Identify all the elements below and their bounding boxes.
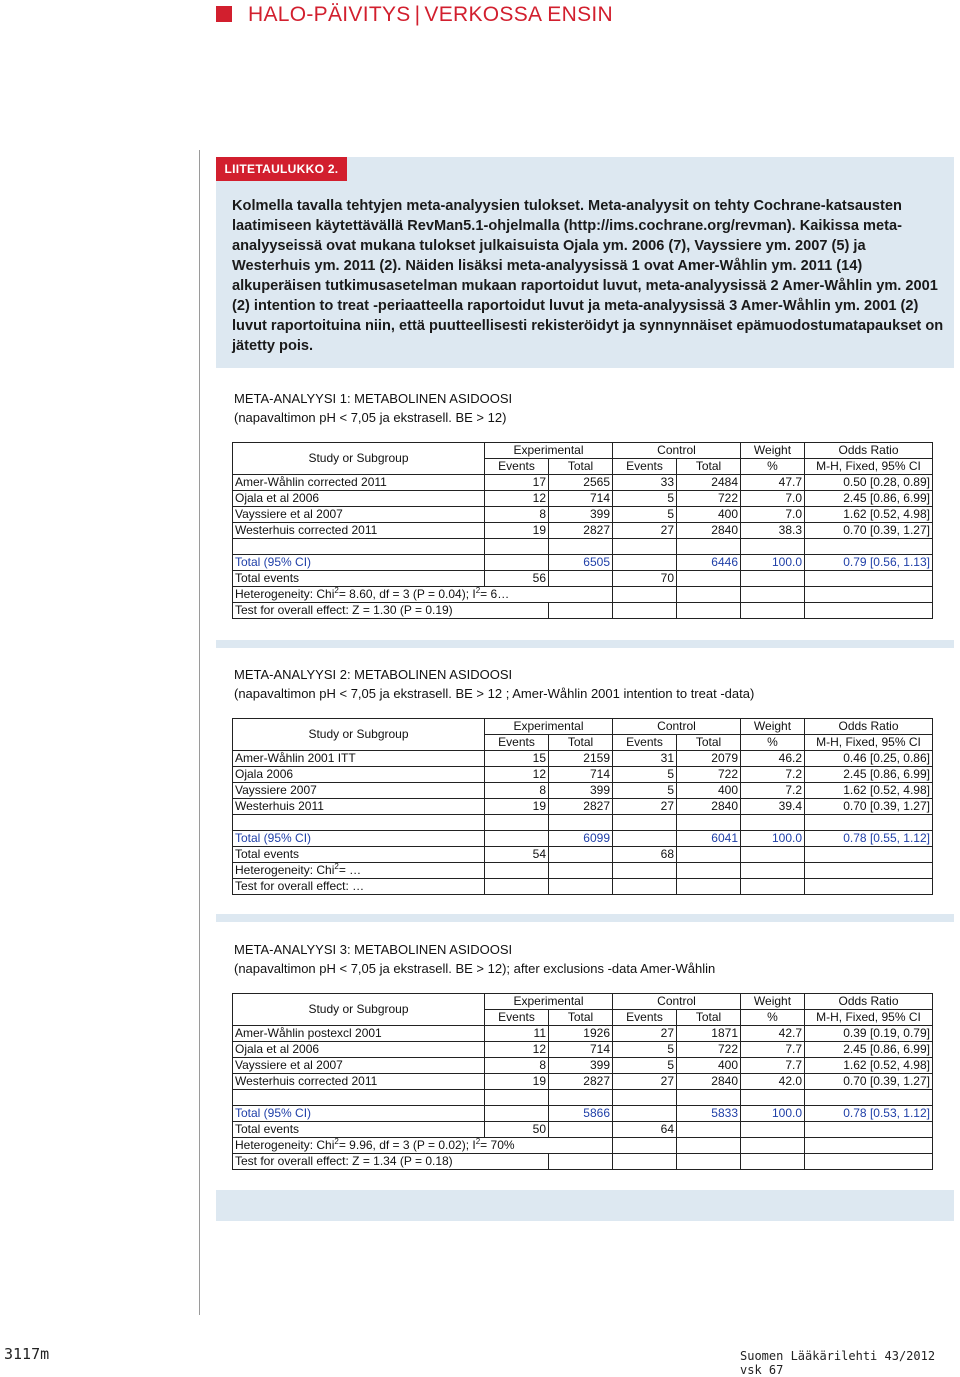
meta3-h-control: Control [613,994,741,1010]
meta2-h-ctl-events: Events [613,735,677,751]
meta1-h-control: Control [613,443,741,459]
weight: 46.2 [741,751,805,767]
meta2-table [232,718,933,895]
ctl-events: 5 [613,491,677,507]
meta2-title-line1: META-ANALYYSI 2: METABOLINEN ASIDOOSI [234,667,513,682]
het-b: = 8.60, df = 3 (P = 0.04); I [338,587,476,601]
test-row [233,879,933,895]
ctl-events: 31 [613,751,677,767]
het-c: = 70% [480,1138,515,1152]
total-label: Total (95% CI) [233,1106,485,1122]
odds-ratio: 1.62 [0.52, 4.98] [805,783,933,799]
weight-sum: 100.0 [741,1106,805,1122]
weight: 39.4 [741,799,805,815]
events-label: Total events [233,571,485,587]
meta1-h-exp-events: Events [485,459,549,475]
meta1-h-pct: % [741,459,805,475]
meta3-h-exp-total: Total [549,1010,613,1026]
meta3-h-odds: Odds Ratio [805,994,933,1010]
meta1-h-ctl-total: Total [677,459,741,475]
exp-events: 17 [485,475,549,491]
table-tag: LIITETAULUKKO 2. [216,157,347,181]
het-sup-i: 2 [475,1137,481,1146]
study-name: Vayssiere 2007 [233,783,485,799]
meta3-h-method: M-H, Fixed, 95% CI [805,1010,933,1026]
heterogeneity-row [233,1138,933,1154]
meta2-h-control: Control [613,719,741,735]
het-a: Heterogeneity: Chi [235,587,335,601]
header-separator: | [414,3,421,26]
ctl-total: 722 [677,767,741,783]
exp-events: 8 [485,507,549,523]
het-a: Heterogeneity: Chi [235,863,335,877]
exp-total-sum: 6505 [549,555,613,571]
weight: 47.7 [741,475,805,491]
ctl-total-sum: 6446 [677,555,741,571]
exp-events: 12 [485,491,549,507]
meta1-table [232,442,933,619]
exp-events-sum: 50 [485,1122,549,1138]
page-number: 3117m [4,1345,50,1363]
meta3-title-line2: (napavaltimon pH < 7,05 ja ekstrasell. BE > 12); after exclusions -data Amer-Wåhlin [234,961,716,976]
meta3-h-pct: % [741,1010,805,1026]
exp-total-sum: 5866 [549,1106,613,1122]
exp-events: 15 [485,751,549,767]
weight: 7.2 [741,767,805,783]
ctl-total: 722 [677,491,741,507]
meta1-title-line2: (napavaltimon pH < 7,05 ja ekstrasell. BE > 12) [234,410,507,425]
het-c: = 6… [480,587,510,601]
events-label: Total events [233,1122,485,1138]
meta3-title [234,940,715,978]
study-name: Ojala et al 2006 [233,491,485,507]
ctl-total: 2484 [677,475,741,491]
meta2-title-line2: (napavaltimon pH < 7,05 ja ekstrasell. BE > 12 ; Amer-Wåhlin 2001 intention to treat -data) [234,686,755,701]
odds-ratio: 2.45 [0.86, 6.99] [805,491,933,507]
ctl-total: 1871 [677,1026,741,1042]
exp-total: 714 [549,767,613,783]
events-row [233,847,933,863]
ctl-events-sum: 68 [613,847,677,863]
meta1-header-row-1 [233,443,933,459]
study-name: Amer-Wåhlin corrected 2011 [233,475,485,491]
meta1-title-line1: META-ANALYYSI 1: METABOLINEN ASIDOOSI [234,391,513,406]
odds-ratio: 1.62 [0.52, 4.98] [805,1058,933,1074]
meta1-h-odds: Odds Ratio [805,443,933,459]
exp-total: 2827 [549,799,613,815]
odds-ratio-total: 0.78 [0.53, 1.12] [805,1106,933,1122]
total-row [233,1106,933,1122]
table-row [233,523,933,539]
total-row [233,831,933,847]
ctl-total: 2840 [677,1074,741,1090]
meta1-h-ctl-events: Events [613,459,677,475]
test-row [233,1154,933,1170]
study-name: Ojala et al 2006 [233,1042,485,1058]
table-row [233,1026,933,1042]
heterogeneity-row [233,863,933,879]
total-label: Total (95% CI) [233,831,485,847]
table-row [233,507,933,523]
meta3-header-row-1 [233,994,933,1010]
exp-events-sum: 56 [485,571,549,587]
weight: 42.0 [741,1074,805,1090]
ctl-events-sum: 70 [613,571,677,587]
ctl-total: 400 [677,507,741,523]
table-row [233,1042,933,1058]
odds-ratio: 0.70 [0.39, 1.27] [805,523,933,539]
meta2-header-row-1 [233,719,933,735]
ctl-total: 2840 [677,523,741,539]
meta1-h-study: Study or Subgroup [233,443,485,475]
meta2-h-ctl-total: Total [677,735,741,751]
exp-total: 714 [549,1042,613,1058]
weight: 7.7 [741,1042,805,1058]
ctl-events: 5 [613,767,677,783]
ctl-events: 27 [613,799,677,815]
study-name: Vayssiere et al 2007 [233,1058,485,1074]
table-row [233,783,933,799]
table-row [233,475,933,491]
meta3-title-line1: META-ANALYYSI 3: METABOLINEN ASIDOOSI [234,942,513,957]
het-b: = … [338,863,362,877]
exp-events-sum: 54 [485,847,549,863]
exp-events: 8 [485,783,549,799]
ctl-total: 400 [677,783,741,799]
study-name: Amer-Wåhlin postexcl 2001 [233,1026,485,1042]
exp-total: 399 [549,1058,613,1074]
ctl-events-sum: 64 [613,1122,677,1138]
het-sup-chi: 2 [334,862,339,871]
blank-row [233,539,933,555]
exp-total: 2565 [549,475,613,491]
ctl-total-sum: 5833 [677,1106,741,1122]
weight: 7.0 [741,491,805,507]
study-name: Westerhuis corrected 2011 [233,1074,485,1090]
meta3-h-weight: Weight [741,994,805,1010]
odds-ratio: 0.46 [0.25, 0.86] [805,751,933,767]
total-row [233,555,933,571]
heterogeneity-text [233,863,485,879]
ctl-events: 27 [613,523,677,539]
het-sup-chi: 2 [334,586,339,595]
weight: 7.7 [741,1058,805,1074]
meta1-h-method: M-H, Fixed, 95% CI [805,459,933,475]
meta3-h-ctl-events: Events [613,1010,677,1026]
ctl-total: 2079 [677,751,741,767]
ctl-total: 2840 [677,799,741,815]
weight: 7.0 [741,507,805,523]
odds-ratio-total: 0.78 [0.55, 1.12] [805,831,933,847]
test-row [233,603,933,619]
heterogeneity-text [233,1138,613,1154]
header-part1: HALO-PÄIVITYS [248,3,411,26]
meta1-h-weight: Weight [741,443,805,459]
table-row [233,1058,933,1074]
study-name: Amer-Wåhlin 2001 ITT [233,751,485,767]
exp-events: 11 [485,1026,549,1042]
weight-sum: 100.0 [741,555,805,571]
ctl-events: 5 [613,507,677,523]
weight: 42.7 [741,1026,805,1042]
exp-total: 1926 [549,1026,613,1042]
exp-events: 19 [485,523,549,539]
exp-total-sum: 6099 [549,831,613,847]
meta1-h-exp-total: Total [549,459,613,475]
meta3-h-exp-events: Events [485,1010,549,1026]
study-name: Ojala 2006 [233,767,485,783]
study-name: Westerhuis 2011 [233,799,485,815]
exp-events: 19 [485,1074,549,1090]
table-row [233,491,933,507]
meta2-h-method: M-H, Fixed, 95% CI [805,735,933,751]
exp-total: 714 [549,491,613,507]
intro-text: Kolmella tavalla tehtyjen meta-analyysien tulokset. Meta-analyysit on tehty Cochrane-katsausten laatimiseen käytettävällä RevMan5.1-ohjelmalla (http://ims.cochrane.org/revman). Kaikissa meta-analyyseissä ovat mukana tulokset julkaisuista Ojala ym. 2006 (7), Vayssiere ym. 2007 (5) ja Westerhuis ym. 2011 (2). Näiden lisäksi meta-analyysissä 1 ovat Amer-Wåhlin ym. 2011 (14) alkuperäisen tutkimusasetelman mukaan raportoidut luvut, meta-analyysissä 2 Amer-Wåhlin ym. 2001 (2) intention to treat -periaatteella raportoidut luvut ja meta-analyysissä 3 Amer-Wåhlin ym. 2001 (2) luvut raportoituina niin, että puutteellisesti rekisteröidyt ja synnynnäiset epämuodostumatapaukset on jätetty pois. [232,198,944,354]
meta3-table [232,993,933,1170]
exp-events: 8 [485,1058,549,1074]
ctl-events: 5 [613,1042,677,1058]
meta2-h-pct: % [741,735,805,751]
header-square-icon [216,6,232,22]
het-a: Heterogeneity: Chi [235,1138,335,1152]
exp-events: 12 [485,767,549,783]
header-title [248,2,613,28]
meta1-title [234,389,512,427]
table-row [233,751,933,767]
odds-ratio: 0.70 [0.39, 1.27] [805,1074,933,1090]
meta2-h-exp-events: Events [485,735,549,751]
test-text: Test for overall effect: … [233,879,485,895]
table-row [233,799,933,815]
meta2-h-exp-total: Total [549,735,613,751]
heterogeneity-row [233,587,933,603]
meta2-title [234,665,754,703]
events-row [233,1122,933,1138]
total-label: Total (95% CI) [233,555,485,571]
heterogeneity-text [233,587,613,603]
odds-ratio: 0.70 [0.39, 1.27] [805,799,933,815]
study-name: Vayssiere et al 2007 [233,507,485,523]
meta2-h-experimental: Experimental [485,719,613,735]
exp-total: 2827 [549,1074,613,1090]
odds-ratio: 1.62 [0.52, 4.98] [805,507,933,523]
table-row [233,767,933,783]
ctl-total-sum: 6041 [677,831,741,847]
ctl-events: 27 [613,1026,677,1042]
ctl-total: 400 [677,1058,741,1074]
table-row [233,1074,933,1090]
header-part2: VERKOSSA ENSIN [424,3,613,26]
odds-ratio: 2.45 [0.86, 6.99] [805,1042,933,1058]
events-row [233,571,933,587]
meta3-h-experimental: Experimental [485,994,613,1010]
meta2-h-study: Study or Subgroup [233,719,485,751]
het-b: = 9.96, df = 3 (P = 0.02); I [338,1138,476,1152]
odds-ratio: 0.39 [0.19, 0.79] [805,1026,933,1042]
odds-ratio: 2.45 [0.86, 6.99] [805,767,933,783]
ctl-total: 722 [677,1042,741,1058]
exp-total: 2827 [549,523,613,539]
meta3-h-ctl-total: Total [677,1010,741,1026]
study-name: Westerhuis corrected 2011 [233,523,485,539]
blank-row [233,1090,933,1106]
exp-total: 399 [549,783,613,799]
weight-sum: 100.0 [741,831,805,847]
weight: 7.2 [741,783,805,799]
meta2-h-odds: Odds Ratio [805,719,933,735]
exp-total: 399 [549,507,613,523]
odds-ratio: 0.50 [0.28, 0.89] [805,475,933,491]
odds-ratio-total: 0.79 [0.56, 1.13] [805,555,933,571]
meta1-h-experimental: Experimental [485,443,613,459]
het-sup-i: 2 [475,586,481,595]
exp-events: 12 [485,1042,549,1058]
ctl-events: 5 [613,783,677,799]
exp-events: 19 [485,799,549,815]
ctl-events: 5 [613,1058,677,1074]
test-text: Test for overall effect: Z = 1.34 (P = 0.18) [233,1154,549,1170]
meta2-h-weight: Weight [741,719,805,735]
test-text: Test for overall effect: Z = 1.30 (P = 0.19) [233,603,549,619]
ctl-events: 33 [613,475,677,491]
left-vertical-rule [199,150,200,1315]
journal-footer: Suomen Lääkärilehti 43/2012 vsk 67 [740,1349,936,1377]
weight: 38.3 [741,523,805,539]
het-sup-chi: 2 [334,1137,339,1146]
events-label: Total events [233,847,485,863]
ctl-events: 27 [613,1074,677,1090]
exp-total: 2159 [549,751,613,767]
meta3-h-study: Study or Subgroup [233,994,485,1026]
blank-row [233,815,933,831]
